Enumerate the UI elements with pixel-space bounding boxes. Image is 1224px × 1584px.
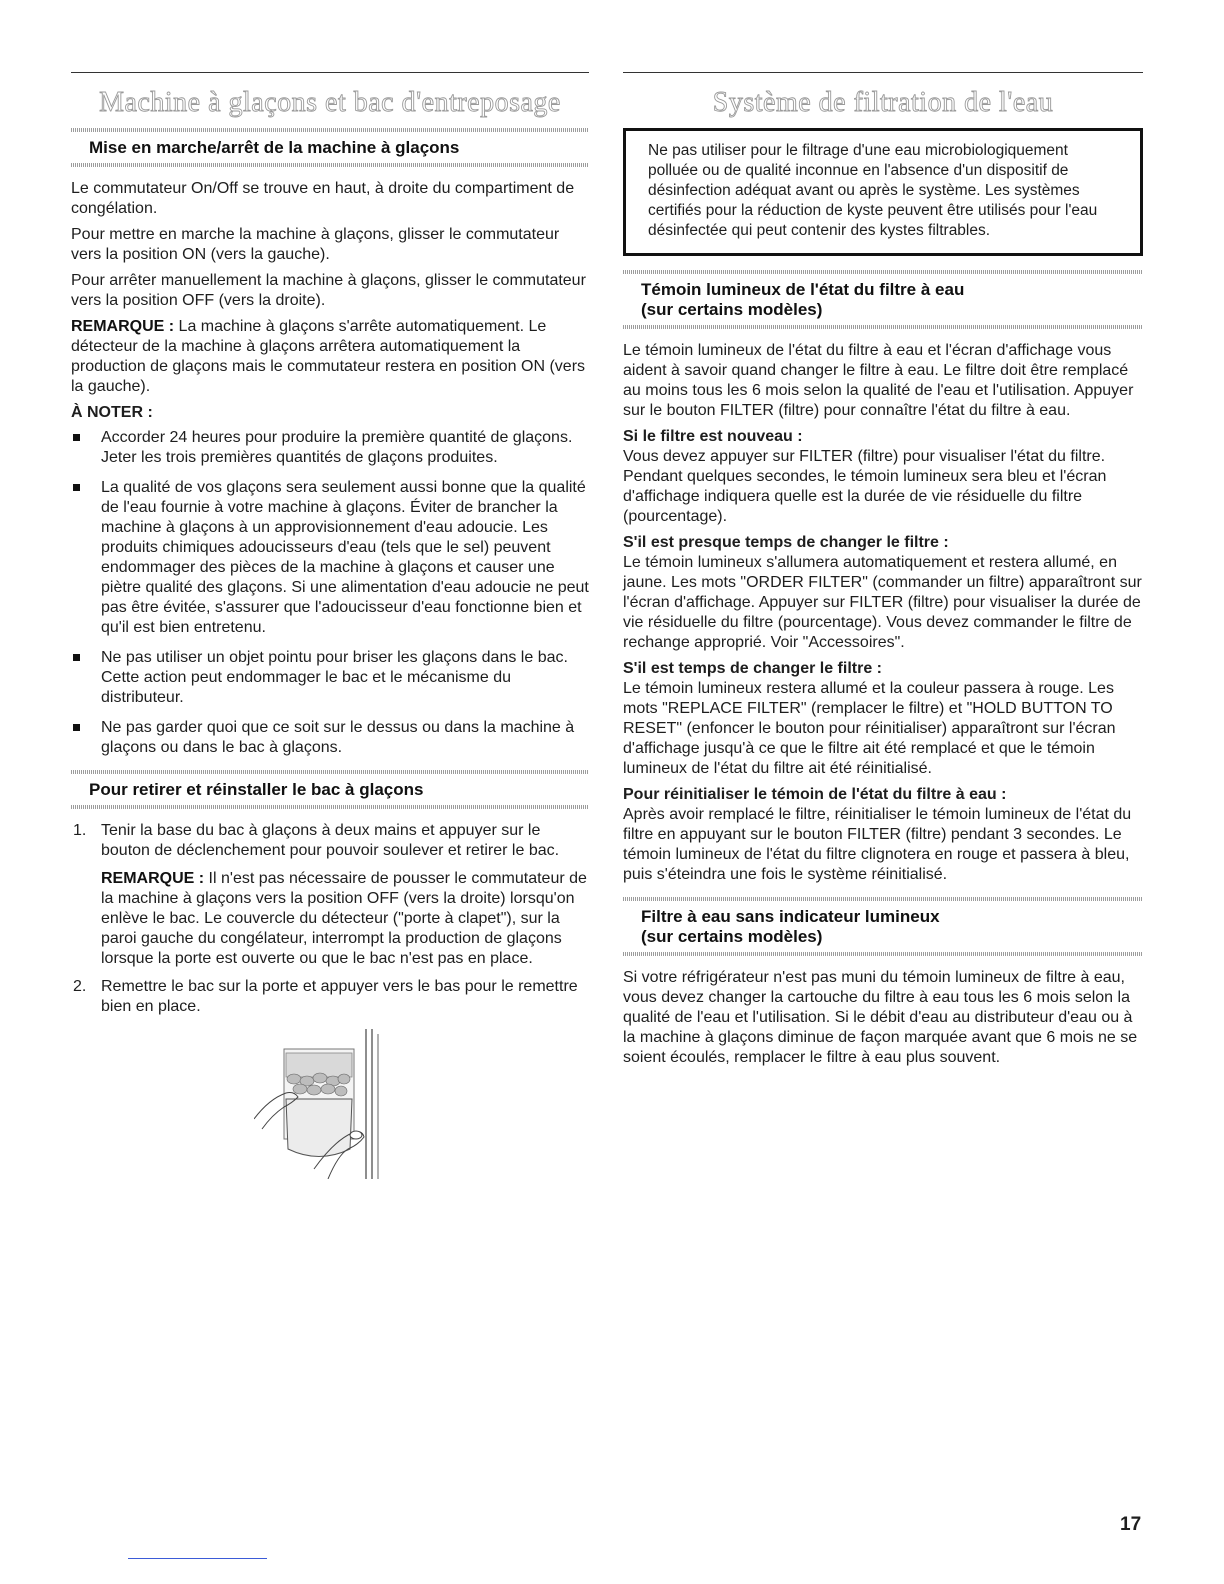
remark-label: REMARQUE : (101, 870, 205, 887)
step-item (71, 977, 589, 1017)
remark-text: Il n'est pas nécessaire de pousser le commutateur de la machine à glaçons vers la position OFF (vers la droite) lorsqu'on enlève le bac. Le couvercle du détecteur ("porte à clapet"), sur la paroi gauche du congélateur, interrompt la production de glaçons lorsque la porte est ouverte ou que le bac n'est pas en place. (101, 870, 587, 967)
paragraph: Si votre réfrigérateur n'est pas muni du témoin lumineux de filtre à eau, vous devez changer la cartouche du filtre à eau tous les 6 mois selon la qualité de l'eau et l'utilisation. Si le débit d'eau au distributeur d'eau ou à la machine à glaçons diminue de façon marquée avant que 6 mois ne se soient écoulés, remplacer le filtre à eau plus souvent. (623, 969, 1138, 1066)
divider (71, 805, 589, 809)
divider (623, 897, 1143, 901)
ice-bin-illustration (254, 1029, 404, 1179)
page-number: 17 (1120, 1514, 1142, 1535)
subheading-line: Témoin lumineux de l'état du filtre à eau (641, 280, 965, 299)
step-number: 2. (73, 978, 87, 995)
divider (623, 952, 1143, 956)
footer-link-line (128, 1558, 267, 1559)
subheading-on-off: Mise en marche/arrêt de la machine à glaçons (89, 138, 460, 157)
paragraph: Le commutateur On/Off se trouve en haut, à droite du compartiment de congélation. (71, 180, 575, 217)
step-text: Tenir la base du bac à glaçons à deux mains et appuyer sur le bouton de déclenchement pour pouvoir soulever et retirer le bac. (101, 822, 560, 859)
note-label: À NOTER : (71, 404, 153, 421)
section-title-water-filter: Système de filtration de l'eau (712, 87, 1054, 118)
list-item: Accorder 24 heures pour produire la première quantité de glaçons. Jeter les trois premières quantités de glaçons produites. (71, 428, 589, 468)
divider (71, 770, 589, 774)
divider (623, 325, 1143, 329)
list-item: Ne pas utiliser un objet pointu pour briser les glaçons dans le bac. Cette action peut endommager le bac et le mécanisme du distributeur. (71, 648, 589, 708)
subheading-status-light (623, 274, 1143, 325)
paragraph: Pour arrêter manuellement la machine à glaçons, glisser le commutateur vers la position OFF (vers la droite). (71, 272, 586, 309)
subheading-remove-bin: Pour retirer et réinstaller le bac à glaçons (89, 780, 424, 799)
list-item: La qualité de vos glaçons sera seulement aussi bonne que la qualité de l'eau fournie à votre machine à glaçons. Éviter de brancher la machine à glaçons à un approvisionnement d'eau adoucie. Les produits chimiques adoucisseurs d'eau (tels que le sel) peuvent endommager des pièces de la machine à glaçons et causer une piètre qualité des glaçons. Si une alimentation d'eau adoucie ne peut pas être évitée, s'assurer que l'adoucisseur d'eau fonctionne bien et qu'il est bien entretenu. (71, 478, 589, 638)
warning-text: Ne pas utiliser pour le filtrage d'une eau microbiologiquement polluée ou de qualité inconnue en l'absence d'un dispositif de désinfection adéquat avant ou après le système. Les systèmes certifiés pour la réduction de kyste peuvent être utilisés pour l'eau désinfectée qui peut contenir des kystes filtrables. (648, 142, 1098, 239)
label-almost-time: S'il est presque temps de changer le filtre : (623, 534, 949, 551)
top-rule (623, 72, 1143, 73)
left-column (71, 72, 589, 1184)
step-item (71, 821, 589, 969)
step-number: 1. (73, 822, 87, 839)
remark-text: La machine à glaçons s'arrête automatiquement. Le détecteur de la machine à glaçons arrêtera automatiquement la production de glaçons mais le commutateur restera en position ON (vers la gauche). (71, 318, 586, 395)
subheading-line: Filtre à eau sans indicateur lumineux (641, 907, 940, 926)
paragraph: Après avoir remplacé le filtre, réinitialiser le témoin lumineux de l'état du filtre en appuyant sur le bouton FILTER (filtre) pendant 3 secondes. Le témoin lumineux de l'état du filtre clignotera en rouge et passera à bleu, puis s'éteindra une fois le système réinitialisé. (623, 806, 1132, 883)
remark-paragraph (71, 317, 589, 397)
paragraph: Pour mettre en marche la machine à glaçons, glisser le commutateur vers la position ON (vers la gauche). (71, 226, 560, 263)
list-item: Ne pas garder quoi que ce soit sur le dessus ou dans la machine à glaçons ou dans le bac à glaçons. (71, 718, 589, 758)
right-column (623, 72, 1143, 1074)
divider (71, 163, 589, 167)
divider (623, 270, 1143, 274)
paragraph: Le témoin lumineux restera allumé et la couleur passera à rouge. Les mots "REPLACE FILTER" (remplacer le filtre) et "HOLD BUTTON TO RESET" (enfoncer le bouton pour réinitialiser) apparaîtront sur l'écran d'affichage jusqu'à ce que le filtre ait été remplacé et que le témoin lumineux de l'état du filtre ait été réinitialisé. (623, 680, 1116, 777)
label-reset: Pour réinitialiser le témoin de l'état du filtre à eau : (623, 786, 1007, 803)
step-text: Remettre le bac sur la porte et appuyer vers le bas pour le remettre bien en place. (101, 978, 578, 1015)
subheading-no-indicator (623, 901, 1143, 952)
subheading-line: (sur certains modèles) (641, 927, 823, 946)
steps-list (71, 821, 589, 1017)
section-title-ice-maker: Machine à glaçons et bac d'entreposage (99, 87, 561, 118)
label-new-filter: Si le filtre est nouveau : (623, 428, 803, 445)
remark-paragraph (101, 869, 589, 969)
top-rule (71, 72, 589, 73)
paragraph: Le témoin lumineux s'allumera automatiquement et restera allumé, en jaune. Les mots "ORDER FILTER" (commander un filtre) apparaîtront sur l'écran d'affichage. Appuyer sur FILTER (filtre) pour visualiser la durée de vie résiduelle du filtre (pourcentage). Vous devez commander le filtre de rechange approprié. Voir "Accessoires". (623, 554, 1142, 651)
paragraph: Vous devez appuyer sur FILTER (filtre) pour visualiser l'état du filtre. Pendant quelques secondes, le témoin lumineux sera bleu et l'écran d'affichage indiquera quelle est la durée de vie résiduelle du filtre (pourcentage). (623, 448, 1107, 525)
note-list (71, 428, 589, 758)
subheading-line: (sur certains modèles) (641, 300, 823, 319)
label-time-to-change: S'il est temps de changer le filtre : (623, 660, 882, 677)
paragraph: Le témoin lumineux de l'état du filtre à eau et l'écran d'affichage vous aident à savoir quand changer le filtre à eau. Le filtre doit être remplacé au moins tous les 6 mois selon la qualité de l'eau et l'utilisation. Appuyer sur le bouton FILTER (filtre) pour connaître l'état du filtre à eau. (623, 342, 1134, 419)
warning-box (623, 128, 1143, 256)
divider (71, 128, 589, 132)
remark-label: REMARQUE : (71, 318, 175, 335)
